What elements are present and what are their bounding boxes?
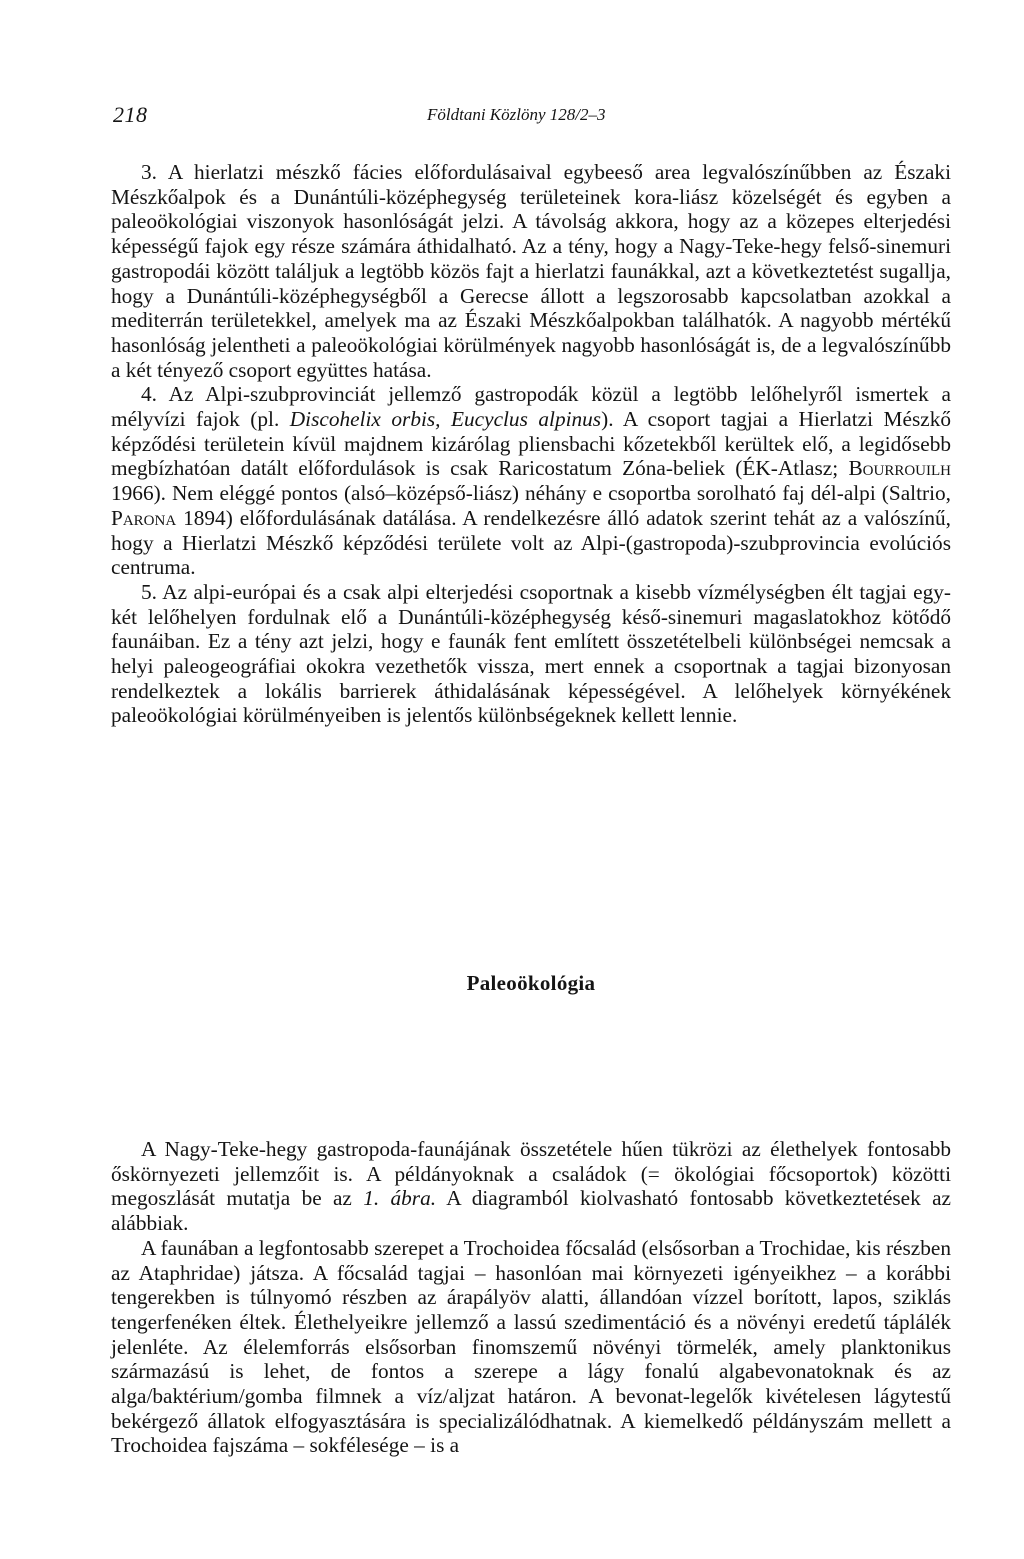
paragraph-text: Az Alpi-szubprovinciát jellemző gastropodák közül a legtöbb lelőhelyről ismertek a mélyvízi fajok (pl. bbox=[111, 382, 951, 432]
paragraph-text: 1894) előfordulásának datálása. A rendelkezésre álló adatok szerint tehát az a valószínű, hogy a Hierlatzi Mészkő képződési területe volt az Alpi-(gastropoda)-szubprovincia evolúciós centruma. bbox=[111, 505, 952, 580]
journal-title: Földtani Közlöny 128/2–3 bbox=[427, 105, 606, 124]
paragraph-4 bbox=[111, 382, 951, 580]
paragraph-text: A faunában a legfontosabb szerepet a Trochoidea főcsalád (elsősorban a Trochidae, kis részben az Ataphridae) játsza. A főcsalád tagjai – hasonlóan mai környezeti igényeikhez – a korábbi tengerekben is túlnyomó részben az árapályöv alatti, állandóan vízzel borított, lapos, sziklás tengerfenéken éltek. Élethelyeikre jellemző a lassú szedimentáció és a növényi eredetű táplálék jelenléte. Az élelemforrás elsősorban finomszemű növényi törmelék, amely planktonikus származású is lehet, de fontos a szerepe a lágy fonalú algabevonatoknak és az alga/baktérium/gomba filmnek a víz/aljzat határon. A bevonat-legelők kivételesen lágytestű bekérgező állatok elfogyasztására is specializálódhatnak. A kiemelkedő példányszám mellett a Trochoidea fajszáma – sokfélesége – is a bbox=[111, 1235, 951, 1458]
paragraph-text: A Nagy-Teke-hegy gastropoda-faunájának összetétele hűen tükrözi az élethelyek fontosabb őskörnyezeti jellemzőit is. A példányoknak a családok (= ökológiai főcsoportok) közötti megoszlását mutatja be az bbox=[111, 1137, 951, 1211]
citation-author: Bourrouilh bbox=[848, 456, 951, 481]
paragraph bbox=[111, 1137, 951, 1236]
paragraph-text: ). A csoport tagjai a Hierlatzi Mészkő képződési területein kívül majdnem kizárólag pliensbachi kőzetekből kerültek elő, a legidősebb megbízhatóan datált előfordulások is csak Raricostatum Zóna-beliek (ÉK-Atlasz; bbox=[111, 407, 951, 481]
paragraph-3 bbox=[111, 160, 951, 382]
paragraph-number: 3. bbox=[141, 160, 157, 184]
journal-page bbox=[111, 0, 951, 1559]
species-names: Discohelix orbis, Eucyclus alpinus bbox=[289, 407, 602, 432]
paragraph-text: A hierlatzi mészkő fácies előfordulásaival egybeeső area legvalószínűbben az Északi Mészkőalpok és a Dunántúli-középhegység területeinek kora-liász közelségét és egyben a paleoökológiai viszonyok hasonlóságát jelzi. A távolság akkora, hogy az a közepes elterjedési képességű fajok egy része számára áthidalható. Az a tény, hogy a Nagy-Teke-hegy felső-sinemuri gastropodái között találjuk a legtöbb közös fajt a hierlatzi faunákkal, azt a következtetést sugallja, hogy a Dunántúli-középhegységből a Gerecse állott a legszorosabb kapcsolatban azokkal a mediterrán területekkel, amelyek ma az Északi Mészkőalpokban találhatók. A nagyobb mértékű hasonlóság jelentheti a paleoökológiai körülmények nagyobb hasonlóságát is, de a legvalószínűbb a két tényező csoport együttes hatása. bbox=[111, 160, 951, 382]
paragraph-text: 1966). Nem eléggé pontos (alsó–középső-liász) néhány e csoportba sorolható faj dél-alpi (Saltrio, bbox=[111, 481, 951, 506]
paragraph bbox=[111, 1236, 951, 1458]
page-number: 218 bbox=[113, 102, 148, 127]
numbered-conclusions bbox=[111, 160, 951, 728]
paragraph-number: 4. bbox=[141, 382, 157, 407]
paragraph-text: A diagramból kiolvasható fontosabb következtetések az alábbiak. bbox=[111, 1186, 951, 1236]
section-heading: Paleoökológia bbox=[466, 971, 596, 995]
paleoecology-section bbox=[111, 1137, 951, 1458]
paragraph-text: Az alpi-európai és a csak alpi elterjedési csoportnak a kisebb vízmélységben élt tagjai egy-két lelőhelyen fordulnak elő a Dunántúli-középhegység késő-sinemuri magaslatokhoz kötődő faunáiban. Ez a tény azt jelzi, hogy e faunák fent említett összetételbeli különbségei nemcsak a helyi paleogeográfiai okokra vezethetők vissza, mert ennek a csoportnak a tagjai bizonyosan rendelkeztek a lokális barrierek áthidalásának képességével. A lelőhelyek környékének paleoökológiai körülményeiben is jelentős különbségeknek kellett lennie. bbox=[111, 579, 951, 728]
citation-author: Parona bbox=[111, 505, 177, 530]
running-head bbox=[111, 102, 951, 132]
figure-reference: 1. ábra. bbox=[363, 1186, 437, 1211]
paragraph-5 bbox=[111, 580, 951, 728]
paragraph-number: 5. bbox=[141, 579, 157, 604]
